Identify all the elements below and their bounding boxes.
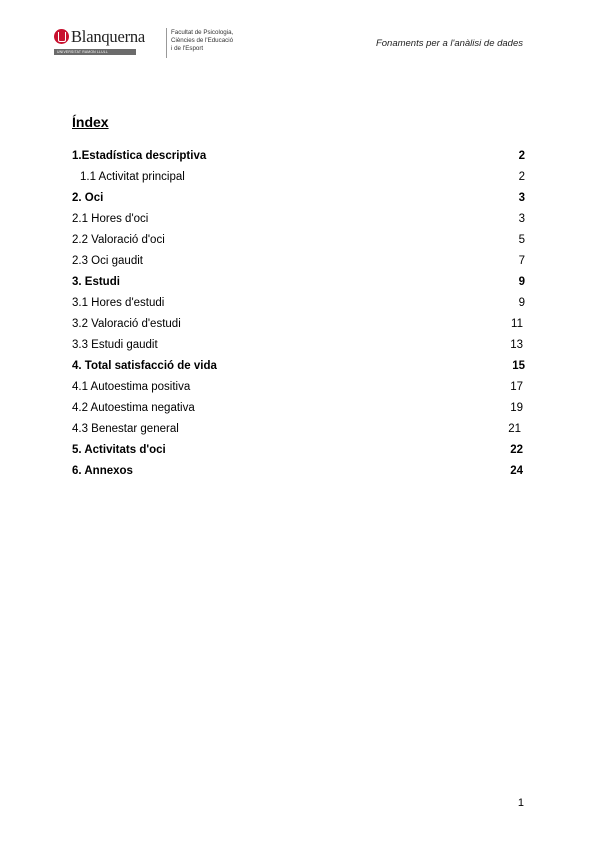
toc-entry-page: 19 <box>510 402 523 414</box>
toc-entry-label: 6. Annexos <box>72 465 133 477</box>
toc-entry[interactable] <box>0 318 600 338</box>
toc-entry-page: 9 <box>518 297 525 309</box>
index-heading: Índex <box>72 114 109 130</box>
toc-entry[interactable] <box>0 213 600 233</box>
toc-entry[interactable] <box>0 381 600 401</box>
blanquerna-logo-icon <box>54 29 69 44</box>
toc-entry-label: 3. Estudi <box>72 276 120 288</box>
toc-entry[interactable] <box>0 360 600 380</box>
faculty-line: Ciències de l'Educació <box>171 37 234 44</box>
toc-entry-label: 5. Activitats d'oci <box>72 444 166 456</box>
toc-entry-label: 2.2 Valoració d'oci <box>72 234 165 246</box>
toc-entry-label: 1.Estadística descriptiva <box>72 150 207 162</box>
toc-entry[interactable] <box>0 276 600 296</box>
university-band: UNIVERSITAT RAMON LLULL <box>54 49 136 55</box>
toc-entry-page: 13 <box>510 339 523 351</box>
toc-entry[interactable] <box>0 339 600 359</box>
toc-entry-label: 3.3 Estudi gaudit <box>72 339 158 351</box>
brand-name: Blanquerna <box>71 27 146 46</box>
toc-entry-label: 3.2 Valoració d'estudi <box>72 318 181 330</box>
toc-entry-page: 15 <box>512 360 525 372</box>
faculty-line: Facultat de Psicologia, <box>171 29 234 36</box>
toc-entry[interactable] <box>0 255 600 275</box>
toc-entry[interactable] <box>0 423 600 443</box>
toc-entry-page: 2 <box>518 171 525 183</box>
toc-entry[interactable] <box>0 402 600 422</box>
faculty-name <box>171 29 233 53</box>
page-number: 1 <box>517 797 524 809</box>
toc-entry-label: 3.1 Hores d'estudi <box>72 297 165 309</box>
toc-entry-page: 22 <box>510 444 523 456</box>
logo-divider <box>166 28 167 58</box>
toc-entry-page: 17 <box>510 381 523 393</box>
toc-entry-label: 2.1 Hores d'oci <box>72 213 149 225</box>
toc-entry-label: 4. Total satisfacció de vida <box>72 360 217 372</box>
toc-entry-label: 4.2 Autoestima negativa <box>72 402 195 414</box>
toc-entry-page: 21 <box>508 423 521 435</box>
toc-entry[interactable] <box>0 171 600 191</box>
university-logo <box>54 26 234 60</box>
toc-entry-label: 2.3 Oci gaudit <box>72 255 143 267</box>
faculty-line: i de l'Esport <box>171 45 204 52</box>
toc-entry-page: 3 <box>518 213 525 225</box>
toc-entry-page: 5 <box>518 234 525 246</box>
toc-entry-label: 4.3 Benestar general <box>72 423 179 435</box>
toc-entry-page: 9 <box>518 276 525 288</box>
toc-entry-label: 1.1 Activitat principal <box>80 171 185 183</box>
toc-entry-page: 11 <box>511 318 523 330</box>
toc-entry[interactable] <box>0 192 600 212</box>
toc-entry-label: 2. Oci <box>72 192 104 204</box>
toc-entry-page: 2 <box>518 150 525 162</box>
toc-entry-page: 7 <box>518 255 525 267</box>
document-title: Fonaments per a l'anàlisi de dades <box>375 38 523 49</box>
toc-entry[interactable] <box>0 297 600 317</box>
toc-entry[interactable] <box>0 150 600 170</box>
toc-entry-page: 3 <box>518 192 525 204</box>
toc-entry[interactable] <box>0 465 600 485</box>
toc-entry-label: 4.1 Autoestima positiva <box>72 381 191 393</box>
toc-entry[interactable] <box>0 234 600 254</box>
toc-entry[interactable] <box>0 444 600 464</box>
toc-entry-page: 24 <box>510 465 523 477</box>
